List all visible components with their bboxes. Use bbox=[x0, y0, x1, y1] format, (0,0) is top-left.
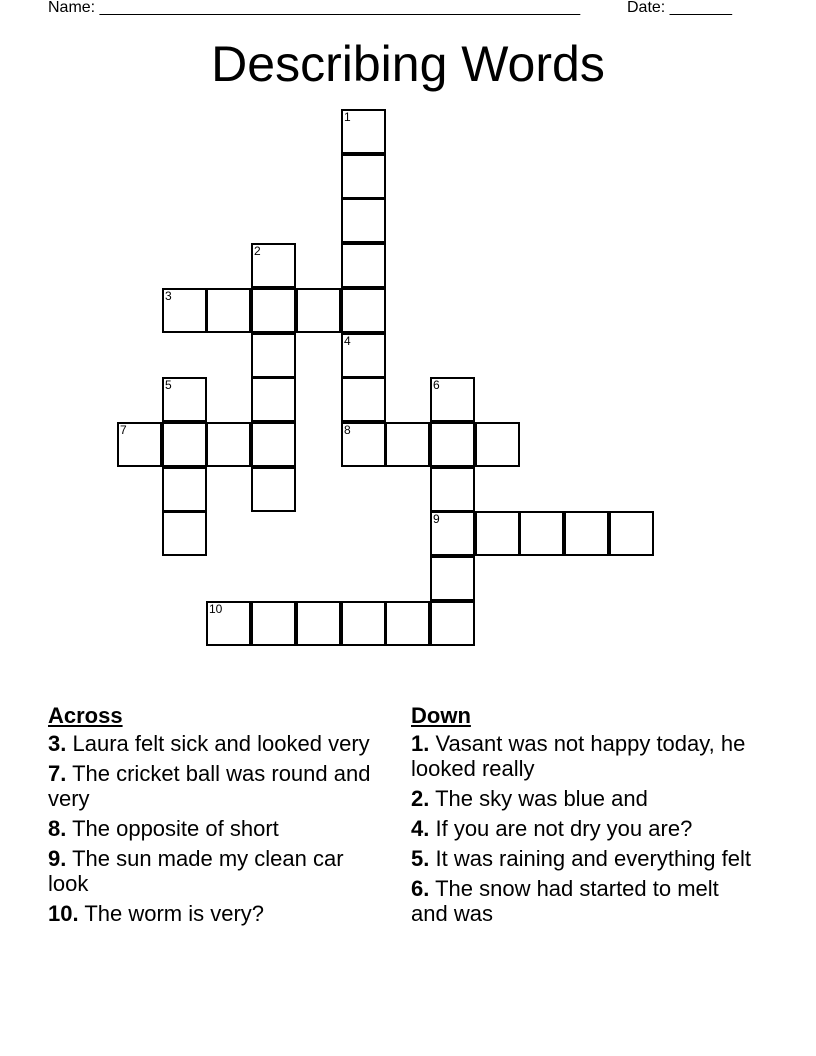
clue-number: 2. bbox=[411, 786, 430, 811]
clue-number-label: 5 bbox=[165, 378, 172, 392]
down-clue bbox=[411, 816, 751, 841]
down-clue bbox=[411, 846, 751, 871]
crossword-cell[interactable] bbox=[430, 467, 475, 512]
crossword-cell[interactable] bbox=[341, 422, 386, 467]
crossword-cell[interactable] bbox=[251, 422, 296, 467]
crossword-cell[interactable] bbox=[341, 333, 386, 378]
crossword-cell[interactable] bbox=[206, 422, 251, 467]
down-clue bbox=[411, 876, 751, 926]
across-clue bbox=[48, 731, 388, 756]
down-heading: Down bbox=[411, 703, 471, 728]
crossword-cell[interactable] bbox=[251, 467, 296, 512]
across-clue bbox=[48, 816, 388, 841]
crossword-cell[interactable] bbox=[206, 288, 251, 333]
clue-text: The opposite of short bbox=[72, 816, 279, 841]
clue-text: Laura felt sick and looked very bbox=[72, 731, 370, 756]
across-clues bbox=[48, 702, 388, 931]
clue-text: The sun made my clean car look bbox=[48, 846, 344, 896]
crossword-cell[interactable] bbox=[341, 288, 386, 333]
clue-number: 4. bbox=[411, 816, 430, 841]
across-clue bbox=[48, 901, 388, 926]
crossword-cell[interactable] bbox=[519, 511, 564, 556]
name-field-line: Name: ______________________________________________________ bbox=[48, 0, 581, 16]
clue-number: 10. bbox=[48, 901, 79, 926]
crossword-cell[interactable] bbox=[475, 422, 520, 467]
crossword-cell[interactable] bbox=[296, 288, 341, 333]
crossword-cell[interactable] bbox=[251, 243, 296, 288]
crossword-cell[interactable] bbox=[341, 601, 386, 646]
clue-text: Vasant was not happy today, he looked really bbox=[411, 731, 746, 781]
crossword-cell[interactable] bbox=[162, 288, 207, 333]
crossword-cell[interactable] bbox=[251, 288, 296, 333]
crossword-cell[interactable] bbox=[341, 109, 386, 154]
crossword-cell[interactable] bbox=[430, 511, 475, 556]
date-field-line: Date: _______ bbox=[627, 0, 732, 16]
crossword-cell[interactable] bbox=[162, 511, 207, 556]
clue-number: 5. bbox=[411, 846, 430, 871]
clue-number: 9. bbox=[48, 846, 67, 871]
crossword-cell[interactable] bbox=[296, 601, 341, 646]
clue-number-label: 2 bbox=[254, 244, 261, 258]
clue-number: 6. bbox=[411, 876, 430, 901]
crossword-cell[interactable] bbox=[564, 511, 609, 556]
across-clue bbox=[48, 761, 388, 811]
clue-number: 8. bbox=[48, 816, 67, 841]
crossword-cell[interactable] bbox=[385, 601, 430, 646]
clue-text: If you are not dry you are? bbox=[435, 816, 693, 841]
page-title: Describing Words bbox=[211, 36, 605, 92]
crossword-cell[interactable] bbox=[430, 556, 475, 601]
down-clues bbox=[411, 702, 751, 931]
down-clue bbox=[411, 731, 751, 781]
clue-text: The snow had started to melt and was bbox=[411, 876, 719, 926]
crossword-cell[interactable] bbox=[341, 154, 386, 199]
clue-text: The sky was blue and bbox=[435, 786, 648, 811]
crossword-cell[interactable] bbox=[430, 601, 475, 646]
crossword-cell[interactable] bbox=[430, 422, 475, 467]
clue-number-label: 8 bbox=[344, 423, 351, 437]
clue-number-label: 4 bbox=[344, 334, 351, 348]
crossword-cell[interactable] bbox=[341, 243, 386, 288]
clue-text: The worm is very? bbox=[84, 901, 265, 926]
clue-number-label: 1 bbox=[344, 110, 351, 124]
crossword-cell[interactable] bbox=[117, 422, 162, 467]
crossword-cell[interactable] bbox=[341, 377, 386, 422]
across-heading: Across bbox=[48, 703, 123, 728]
clue-number-label: 9 bbox=[433, 512, 440, 526]
crossword-cell[interactable] bbox=[609, 511, 654, 556]
clue-number-label: 3 bbox=[165, 289, 172, 303]
crossword-cell[interactable] bbox=[162, 467, 207, 512]
crossword-cell[interactable] bbox=[162, 422, 207, 467]
clue-number: 7. bbox=[48, 761, 67, 786]
down-clue bbox=[411, 786, 751, 811]
crossword-cell[interactable] bbox=[206, 601, 251, 646]
crossword-cell[interactable] bbox=[430, 377, 475, 422]
clue-number: 3. bbox=[48, 731, 67, 756]
crossword-cell[interactable] bbox=[385, 422, 430, 467]
clue-number-label: 6 bbox=[433, 378, 440, 392]
crossword-cell[interactable] bbox=[251, 601, 296, 646]
clue-number-label: 10 bbox=[209, 602, 223, 616]
crossword-cell[interactable] bbox=[251, 377, 296, 422]
across-clue bbox=[48, 846, 388, 896]
clue-number: 1. bbox=[411, 731, 430, 756]
crossword-cell[interactable] bbox=[475, 511, 520, 556]
crossword-cell[interactable] bbox=[162, 377, 207, 422]
clue-number-label: 7 bbox=[120, 423, 127, 437]
crossword-cell[interactable] bbox=[341, 198, 386, 243]
crossword-cell[interactable] bbox=[251, 333, 296, 378]
clue-text: It was raining and everything felt bbox=[435, 846, 751, 871]
clue-text: The cricket ball was round and very bbox=[48, 761, 371, 811]
